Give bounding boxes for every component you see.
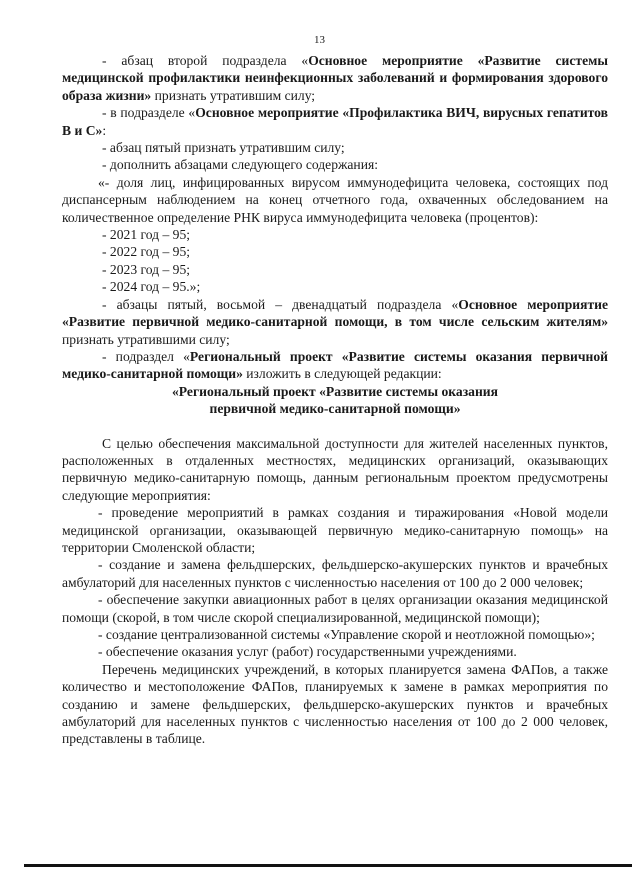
text-span: :	[102, 122, 107, 138]
heading-line: «Региональный проект «Развитие системы оказания	[172, 383, 498, 399]
text-span: - абзацы пятый, восьмой – двенадцатый подраздела «	[102, 296, 459, 312]
paragraph-hiv-indicator: «- доля лиц, инфицированных вирусом иммунодефицита человека, состоящих под диспансерным наблюдением на конец отчетного года, охваченных обследованием на количественное определение РНК вируса иммунодефицита человека (процентов):	[62, 174, 608, 225]
paragraph-measure-model: - проведение мероприятий в рамках создания и тиражирования «Новой модели медицинской организации, оказывающей первичную медико-санитарную помощь» на территории Смоленской области;	[62, 505, 608, 555]
paragraph-regional-project	[62, 348, 608, 383]
bold-title: Основное мероприятие «Развитие системы медицинской профилактики неинфекционных заболеваний и формирования здорового образа жизни»	[62, 53, 608, 103]
paragraph-list-of-institutions: Перечень медицинских учреждений, в которых планируется замена ФАПов, а также количество и местоположение ФАПов, планируемых к замене в рамках мероприятия по созданию и замене фельдшерских, фельдшерско-акушерских пунктов и врачебных амбулаторий для населенных пунктов с численностью населения от 100 до 2 000 человек, представлены в таблице.	[62, 661, 608, 747]
document-body	[62, 52, 608, 748]
bold-title: Региональный проект «Развитие системы оказания первичной медико-санитарной помощи»	[62, 348, 608, 382]
paragraph-measure-aviation: - обеспечение закупки авиационных работ в целях организации оказания медицинской помощи (скорой, в том числе скорой специализированной, медицинской помощи);	[62, 592, 608, 625]
paragraph-measure-central-system: - создание централизованной системы «Управление скорой и неотложной помощью»;	[98, 627, 595, 642]
year-item: - 2023 год – 95;	[102, 261, 191, 277]
bold-title: Основное мероприятие «Развитие первичной медико-санитарной помощи, в том числе сельским жителям»	[62, 296, 609, 330]
text-span: - абзац второй подраздела «	[102, 53, 309, 68]
year-item: - 2021 год – 95;	[102, 227, 191, 243]
paragraph-primary-care	[62, 296, 608, 348]
text-span: - подраздел «	[102, 348, 190, 364]
bottom-rule	[24, 864, 632, 867]
bold-title: Основное мероприятие «Профилактика ВИЧ, вирусных гепатитов В и С»	[62, 105, 608, 138]
heading-line: первичной медико-санитарной помощи»	[209, 401, 461, 417]
year-item: - 2024 год – 95.»;	[102, 279, 201, 295]
section-heading	[62, 383, 608, 418]
paragraph-measure-fap: - создание и замена фельдшерских, фельдшерско-акушерских пунктов и врачебных амбулаторий для населенных пунктов с численностью населения от 100 до 2 000 человек;	[62, 557, 608, 590]
paragraph-fifth-abzac: - абзац пятый признать утратившим силу;	[102, 140, 345, 156]
paragraph-purpose: С целью обеспечения максимальной доступности для жителей населенных пунктов, расположенных в отдаленных местностях, медицинских организаций, оказывающих первичную медико-санитарную помощь, данным региональным проектом предусмотрены следующие мероприятия:	[62, 435, 608, 503]
paragraph-measure-services: - обеспечение оказания услуг (работ) государственными учреждениями.	[98, 644, 517, 660]
text-span: изложить в следующей редакции:	[242, 366, 442, 382]
spacer	[62, 418, 608, 435]
text-span: - в подразделе «	[102, 105, 196, 121]
paragraph-hiv-section	[62, 104, 608, 139]
text-span: признать утратившими силу;	[62, 331, 230, 347]
year-item: - 2022 год – 95;	[102, 244, 191, 260]
paragraph-add-abzacs: - дополнить абзацами следующего содержания:	[102, 157, 379, 173]
paragraph-healthy-lifestyle	[62, 52, 608, 104]
text-span: признать утратившим силу;	[151, 87, 316, 103]
page-number: 13	[314, 34, 325, 46]
